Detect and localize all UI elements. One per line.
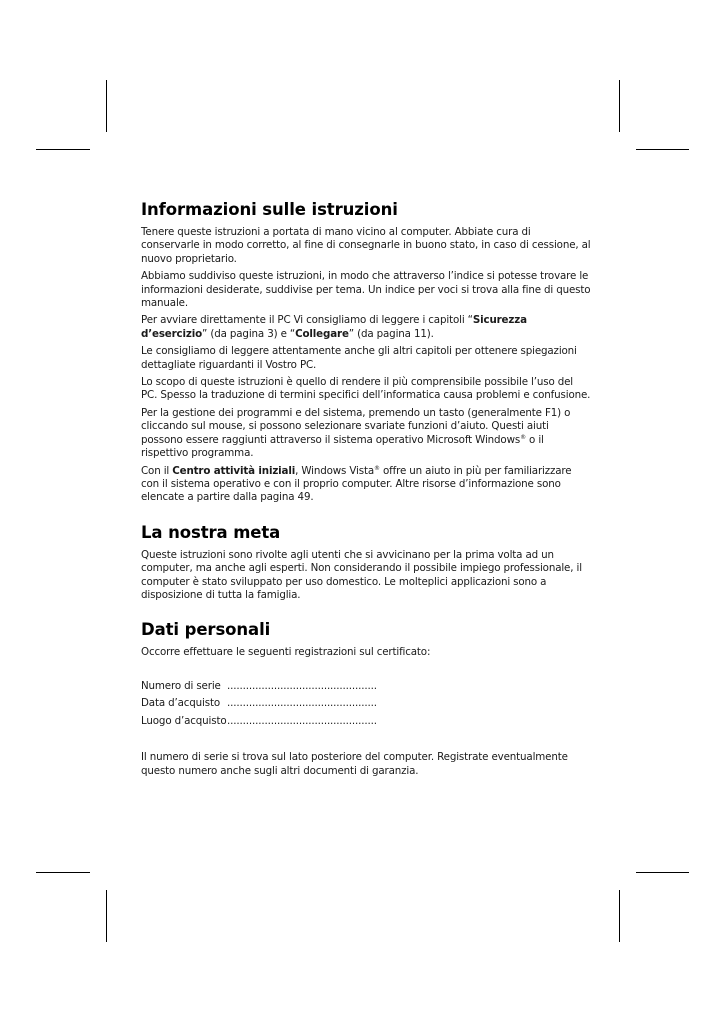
- paragraph: Abbiamo suddiviso queste istruzioni, in modo che attraverso l’indice si potesse trovare le informazioni desiderate, suddivise per tema. Un indice per voci si trova alla fine di questo manuale.: [141, 270, 591, 310]
- paragraph: Tenere queste istruzioni a portata di mano vicino al computer. Abbiate cura di conservarle in modo corretto, al fine di consegnarle in buono stato, in caso di cessione, al nuovo proprietario.: [141, 226, 591, 265]
- page-content: [141, 198, 591, 778]
- form-row: [141, 680, 377, 698]
- field-label: Luogo d’acquisto: [141, 714, 227, 727]
- text-run: ” (da pagina 11).: [348, 327, 434, 340]
- field-blank: ................................................: [227, 714, 377, 727]
- feature-name: Centro attività iniziali: [172, 464, 296, 477]
- paragraph: [141, 314, 591, 341]
- crop-mark: [106, 890, 107, 942]
- text-run: Per avviare direttamente il PC Vi consigliamo di leggere i capitoli “: [141, 314, 473, 327]
- paragraph: [141, 407, 591, 461]
- chapter-reference: Sicurezza d’esercizio: [141, 314, 527, 340]
- section-title-dati-personali: Dati personali: [141, 620, 271, 640]
- paragraph: Queste istruzioni sono rivolte agli utenti che si avvicinano per la prima volta ad un computer, ma anche agli esperti. Non considerando il possibile impiego professionale, il computer è stato sviluppato per uso domestico. Le molteplici applicazioni sono a disposizione di tutta la famiglia.: [141, 548, 582, 601]
- registered-mark: ®: [374, 464, 380, 472]
- crop-mark: [36, 149, 90, 150]
- crop-mark: [619, 890, 620, 942]
- registration-form: [141, 680, 377, 733]
- crop-mark: [636, 149, 689, 150]
- field-label: Data d’acquisto: [141, 697, 221, 710]
- section-title-meta: La nostra meta: [141, 522, 281, 542]
- text-run: offre un aiuto in più per familiarizzare con il sistema operativo e con il proprio computer. Altre risorse d’informazione sono elencate a partire dalla pagina 49.: [141, 464, 572, 504]
- field-blank: ................................................: [227, 679, 377, 692]
- crop-mark: [36, 872, 90, 873]
- crop-mark: [106, 80, 107, 132]
- text-run: ” (da pagina 3) e “: [202, 327, 296, 340]
- crop-mark: [619, 80, 620, 132]
- text-run: Con il: [141, 464, 173, 477]
- form-row: [141, 715, 377, 733]
- form-row: [141, 697, 377, 715]
- registered-mark: ®: [520, 433, 526, 441]
- paragraph: Lo scopo di queste istruzioni è quello di rendere il più comprensibile possibile l’uso del PC. Spesso la traduzione di termini specifici dell’informatica causa problemi e confusione.: [141, 376, 591, 402]
- text-run: o il rispettivo programma.: [141, 433, 544, 460]
- chapter-reference: Collegare: [295, 327, 349, 340]
- text-run: , Windows Vista: [295, 464, 375, 477]
- paragraph: Le consigliamo di leggere attentamente anche gli altri capitoli per ottenere spiegazioni dettagliate riguardanti il Vostro PC.: [141, 345, 577, 371]
- paragraph: Il numero di serie si trova sul lato posteriore del computer. Registrate eventualmente questo numero anche sugli altri documenti di garanzia.: [141, 751, 568, 777]
- field-label: Numero di serie: [141, 679, 221, 692]
- paragraph: Occorre effettuare le seguenti registrazioni sul certificato:: [141, 646, 431, 659]
- paragraph: [141, 465, 591, 505]
- field-blank: ................................................: [227, 697, 377, 710]
- section-title-informazioni: Informazioni sulle istruzioni: [141, 200, 398, 219]
- text-run: Per la gestione dei programmi e del sistema, premendo un tasto (generalmente F1) o cliccando sul mouse, si possono selezionare svariate funzioni d’aiuto. Questi aiuti possono essere raggiunti attraverso il sistema operativo Microsoft Windows: [141, 406, 571, 446]
- crop-mark: [636, 872, 689, 873]
